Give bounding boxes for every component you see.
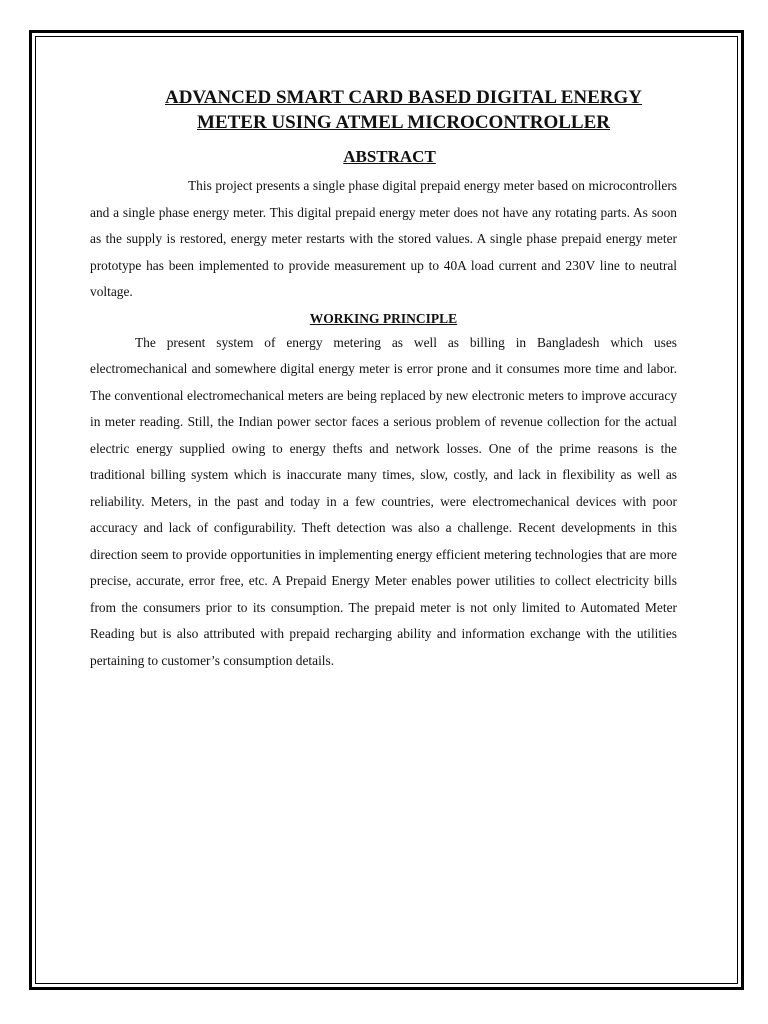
title-line-1: ADVANCED SMART CARD BASED DIGITAL ENERGY xyxy=(164,87,643,108)
abstract-paragraph: This project presents a single phase digital prepaid energy meter based on microcontrollers and a single phase energy meter. This digital prepaid energy meter does not have any rotating parts. As soon as the supply is restored, energy meter restarts with the stored values. A single phase prepaid energy meter prototype has been implemented to provide measurement up to 40A load current and 230V line to neutral voltage. xyxy=(90,178,677,299)
abstract-heading: ABSTRACT xyxy=(343,147,436,166)
document-title xyxy=(90,85,677,135)
working-principle-paragraph: The present system of energy metering as well as billing in Bangladesh which uses electromechanical and somewhere digital energy meter is error prone and it consumes more time and labor. The conventional electromechanical meters are being replaced by new electronic meters to improve accuracy in meter reading. Still, the Indian power sector faces a serious problem of revenue collection for the actual electric energy supplied owing to energy thefts and network losses. One of the prime reasons is the traditional billing system which is inaccurate many times, slow, costly, and lack in flexibility as well as reliability. Meters, in the past and today in a few countries, were electromechanical devices with poor accuracy and lack of configurability. Theft detection was also a challenge. Recent developments in this direction seem to provide opportunities in implementing energy efficient metering technologies that are more precise, accurate, error free, etc. A Prepaid Energy Meter enables power utilities to collect electricity bills from the consumers prior to its consumption. The prepaid meter is not only limited to Automated Meter Reading but is also attributed with prepaid recharging ability and information exchange with the utilities pertaining to customer’s consumption details. xyxy=(90,334,677,668)
title-line-2: METER USING ATMEL MICROCONTROLLER xyxy=(197,112,610,133)
working-principle-heading: WORKING PRINCIPLE xyxy=(309,310,458,326)
document-content xyxy=(90,85,677,674)
